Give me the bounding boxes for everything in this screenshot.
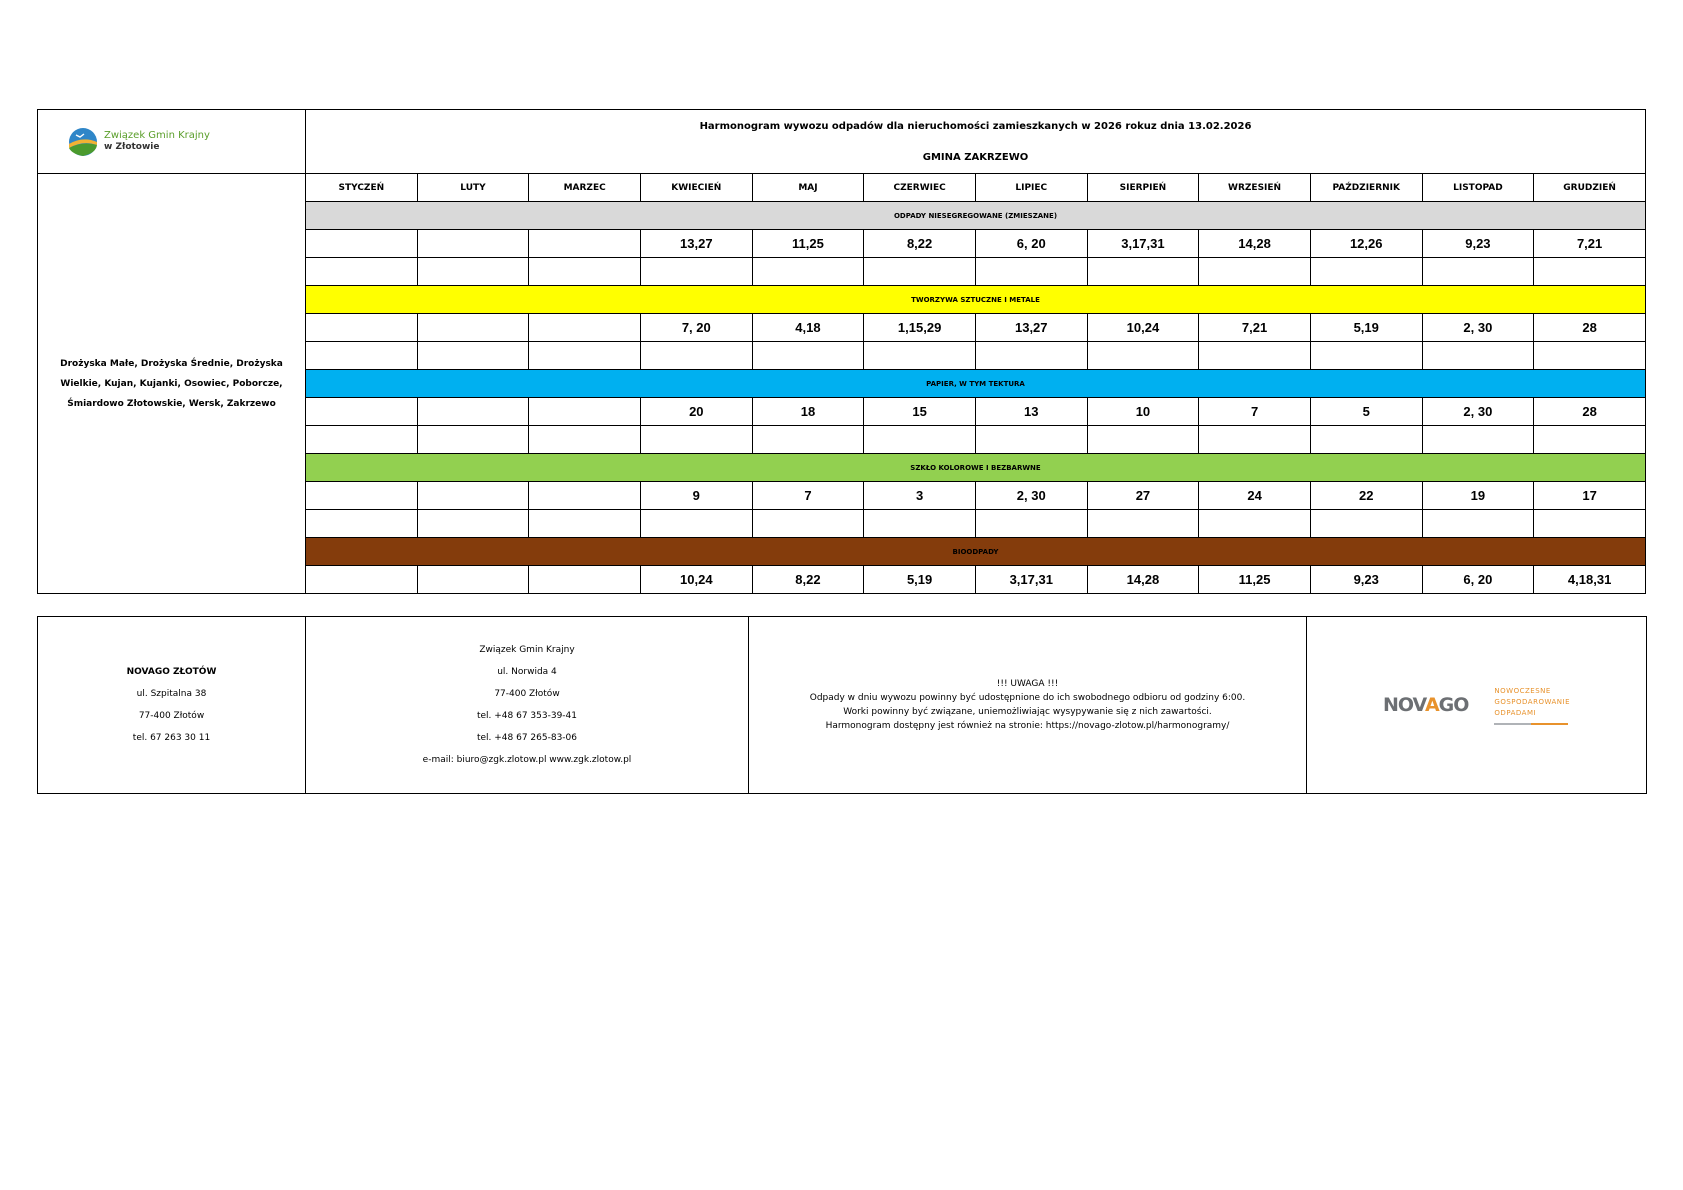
empty-cell	[529, 258, 641, 286]
pickup-date-cell: 13	[975, 398, 1087, 426]
gmina-name: GMINA ZAKRZEWO	[922, 151, 1029, 163]
pickup-date-cell: 8,22	[752, 566, 864, 594]
pickup-date-cell: 18	[752, 398, 864, 426]
empty-cell	[417, 258, 529, 286]
pickup-date-cell: 2, 30	[1422, 314, 1534, 342]
pickup-date-cell: 5,19	[864, 566, 976, 594]
month-header: KWIECIEŃ	[640, 174, 752, 202]
novago-street: ul. Szpitalna 38	[136, 689, 207, 699]
month-header: WRZESIEŃ	[1199, 174, 1311, 202]
pickup-date-cell: 7,21	[1199, 314, 1311, 342]
title-cell	[306, 110, 1646, 174]
pickup-date-cell: 15	[864, 398, 976, 426]
pickup-date-cell: 3	[864, 482, 976, 510]
month-header: LISTOPAD	[1422, 174, 1534, 202]
pickup-date-cell: 13,27	[640, 230, 752, 258]
notice-line-1: Odpady w dniu wywozu powinny być udostępnione do ich swobodnego odbioru od godziny 6:00.	[809, 693, 1246, 703]
notice-line-2: Worki powinny być związane, uniemożliwiając wysypywanie się z nich zawartości.	[843, 707, 1212, 717]
zgk-email-www: e-mail: biuro@zgk.zlotow.pl www.zgk.zlotow.pl	[422, 755, 632, 765]
pickup-date-cell: 12,26	[1310, 230, 1422, 258]
pickup-date-cell	[306, 482, 418, 510]
pickup-date-cell	[529, 482, 641, 510]
pickup-date-cell: 14,28	[1087, 566, 1199, 594]
pickup-date-cell: 10,24	[1087, 314, 1199, 342]
category-label: PAPIER, W TYM TEKTURA	[306, 370, 1646, 398]
pickup-date-cell: 7,21	[1534, 230, 1646, 258]
empty-cell	[752, 258, 864, 286]
novago-phone: tel. 67 263 30 11	[132, 733, 211, 743]
novago-tagline	[1494, 686, 1570, 725]
pickup-date-cell	[306, 566, 418, 594]
novago-wordmark-suffix: GO	[1438, 694, 1469, 716]
contact-footer	[37, 616, 1647, 794]
pickup-date-cell: 2, 30	[1422, 398, 1534, 426]
pickup-date-cell: 9,23	[1422, 230, 1534, 258]
empty-cell	[1087, 426, 1199, 454]
pickup-date-cell: 2, 30	[975, 482, 1087, 510]
pickup-date-cell: 6, 20	[1422, 566, 1534, 594]
pickup-date-cell: 6, 20	[975, 230, 1087, 258]
pickup-date-cell: 19	[1422, 482, 1534, 510]
empty-cell	[640, 258, 752, 286]
pickup-date-cell: 4,18	[752, 314, 864, 342]
pickup-date-cell: 3,17,31	[975, 566, 1087, 594]
category-label: BIOODPADY	[306, 538, 1646, 566]
novago-contact	[38, 617, 306, 794]
empty-cell	[306, 426, 418, 454]
novago-name: NOVAGO ZŁOTÓW	[126, 667, 217, 677]
month-header-row	[38, 174, 1646, 202]
pickup-date-cell: 9,23	[1310, 566, 1422, 594]
pickup-date-cell: 7, 20	[640, 314, 752, 342]
pickup-date-cell	[417, 398, 529, 426]
pickup-date-cell: 5,19	[1310, 314, 1422, 342]
header-row	[38, 110, 1646, 174]
pickup-date-cell: 10	[1087, 398, 1199, 426]
zgk-street: ul. Norwida 4	[497, 667, 557, 677]
empty-cell	[864, 258, 976, 286]
novago-tag-1: NOWOCZESNE	[1494, 686, 1551, 695]
pickup-date-cell	[529, 566, 641, 594]
waste-schedule-table	[37, 109, 1646, 594]
pickup-date-cell: 20	[640, 398, 752, 426]
novago-wordmark-mid: A	[1424, 694, 1439, 716]
pickup-date-cell: 4,18,31	[1534, 566, 1646, 594]
pickup-date-cell: 24	[1199, 482, 1311, 510]
pickup-date-cell	[417, 482, 529, 510]
empty-cell	[640, 342, 752, 370]
empty-cell	[752, 342, 864, 370]
pickup-date-cell: 7	[1199, 398, 1311, 426]
empty-cell	[417, 342, 529, 370]
empty-cell	[864, 510, 976, 538]
novago-underline	[1494, 723, 1568, 725]
pickup-date-cell: 9	[640, 482, 752, 510]
empty-cell	[1199, 510, 1311, 538]
category-label: SZKŁO KOLOROWE I BEZBARWNE	[306, 454, 1646, 482]
empty-cell	[1199, 342, 1311, 370]
empty-cell	[1422, 426, 1534, 454]
empty-cell	[1310, 342, 1422, 370]
pickup-date-cell: 14,28	[1199, 230, 1311, 258]
category-label: TWORZYWA SZTUCZNE I METALE	[306, 286, 1646, 314]
empty-cell	[1199, 426, 1311, 454]
empty-cell	[1310, 426, 1422, 454]
month-header: MARZEC	[529, 174, 641, 202]
pickup-date-cell	[306, 398, 418, 426]
empty-cell	[1422, 258, 1534, 286]
empty-cell	[752, 510, 864, 538]
pickup-date-cell: 17	[1534, 482, 1646, 510]
location-list: Drożyska Małe, Drożyska Średnie, Drożyska Wielkie, Kujan, Kujanki, Osowiec, Poborcze, Śmiardowo Złotowskie, Wersk, Zakrzewo	[38, 174, 306, 594]
empty-cell	[306, 342, 418, 370]
novago-tag-2: GOSPODAROWANIE	[1494, 697, 1571, 706]
notice-heading: !!! UWAGA !!!	[996, 679, 1059, 689]
zgk-phone-1: tel. +48 67 353-39-41	[476, 711, 578, 721]
empty-cell	[975, 510, 1087, 538]
empty-cell	[975, 342, 1087, 370]
empty-cell	[417, 426, 529, 454]
pickup-date-cell: 27	[1087, 482, 1199, 510]
pickup-date-cell	[417, 314, 529, 342]
pickup-date-cell	[529, 314, 641, 342]
month-header: CZERWIEC	[864, 174, 976, 202]
pickup-date-cell	[417, 566, 529, 594]
novago-wordmark	[1383, 694, 1468, 716]
pickup-date-cell	[529, 230, 641, 258]
notice-box	[749, 617, 1307, 794]
empty-cell	[1422, 510, 1534, 538]
empty-cell	[1087, 342, 1199, 370]
empty-cell	[1534, 342, 1646, 370]
empty-cell	[864, 426, 976, 454]
novago-logo	[1307, 617, 1647, 794]
pickup-date-cell: 1,15,29	[864, 314, 976, 342]
empty-cell	[1422, 342, 1534, 370]
empty-cell	[417, 510, 529, 538]
pickup-date-cell: 3,17,31	[1087, 230, 1199, 258]
empty-cell	[1310, 510, 1422, 538]
month-header: GRUDZIEŃ	[1534, 174, 1646, 202]
empty-cell	[640, 426, 752, 454]
empty-cell	[1310, 258, 1422, 286]
empty-cell	[1087, 510, 1199, 538]
month-header: PAŹDZIERNIK	[1310, 174, 1422, 202]
novago-tag-3: ODPADAMI	[1494, 708, 1537, 717]
zgk-name: Związek Gmin Krajny	[479, 645, 575, 655]
month-header: LIPIEC	[975, 174, 1087, 202]
empty-cell	[1087, 258, 1199, 286]
month-header: SIERPIEŃ	[1087, 174, 1199, 202]
pickup-date-cell: 7	[752, 482, 864, 510]
pickup-date-cell: 5	[1310, 398, 1422, 426]
empty-cell	[752, 426, 864, 454]
zgk-city: 77-400 Złotów	[494, 689, 560, 699]
month-header: MAJ	[752, 174, 864, 202]
pickup-date-cell: 11,25	[752, 230, 864, 258]
zgk-emblem-icon	[68, 127, 98, 157]
zgk-logo	[38, 110, 306, 174]
pickup-date-cell: 11,25	[1199, 566, 1311, 594]
empty-cell	[864, 342, 976, 370]
month-header: STYCZEŃ	[306, 174, 418, 202]
empty-cell	[1534, 258, 1646, 286]
zgk-phone-2: tel. +48 67 265-83-06	[476, 733, 578, 743]
pickup-date-cell: 13,27	[975, 314, 1087, 342]
zgk-logo-name: Związek Gmin Krajny	[104, 130, 210, 141]
empty-cell	[1199, 258, 1311, 286]
pickup-date-cell: 10,24	[640, 566, 752, 594]
empty-cell	[529, 510, 641, 538]
category-label: ODPADY NIESEGREGOWANE (ZMIESZANE)	[306, 202, 1646, 230]
pickup-date-cell: 22	[1310, 482, 1422, 510]
pickup-date-cell	[306, 230, 418, 258]
novago-city: 77-400 Złotów	[138, 711, 205, 721]
pickup-date-cell: 28	[1534, 398, 1646, 426]
zgk-logo-city: w Złotowie	[104, 142, 160, 152]
pickup-date-cell: 8,22	[864, 230, 976, 258]
empty-cell	[529, 426, 641, 454]
empty-cell	[975, 426, 1087, 454]
empty-cell	[306, 510, 418, 538]
pickup-date-cell	[417, 230, 529, 258]
empty-cell	[306, 258, 418, 286]
empty-cell	[1534, 510, 1646, 538]
zgk-contact	[306, 617, 749, 794]
pickup-date-cell: 28	[1534, 314, 1646, 342]
empty-cell	[975, 258, 1087, 286]
empty-cell	[640, 510, 752, 538]
pickup-date-cell	[306, 314, 418, 342]
novago-wordmark-prefix: NOV	[1382, 694, 1425, 716]
notice-line-3: Harmonogram dostępny jest również na stronie: https://novago-zlotow.pl/harmonogramy/	[825, 721, 1230, 731]
page-title: Harmonogram wywozu odpadów dla nieruchomości zamieszkanych w 2026 rokuz dnia 13.02.2026	[699, 120, 1252, 132]
month-header: LUTY	[417, 174, 529, 202]
empty-cell	[529, 342, 641, 370]
empty-cell	[1534, 426, 1646, 454]
pickup-date-cell	[529, 398, 641, 426]
